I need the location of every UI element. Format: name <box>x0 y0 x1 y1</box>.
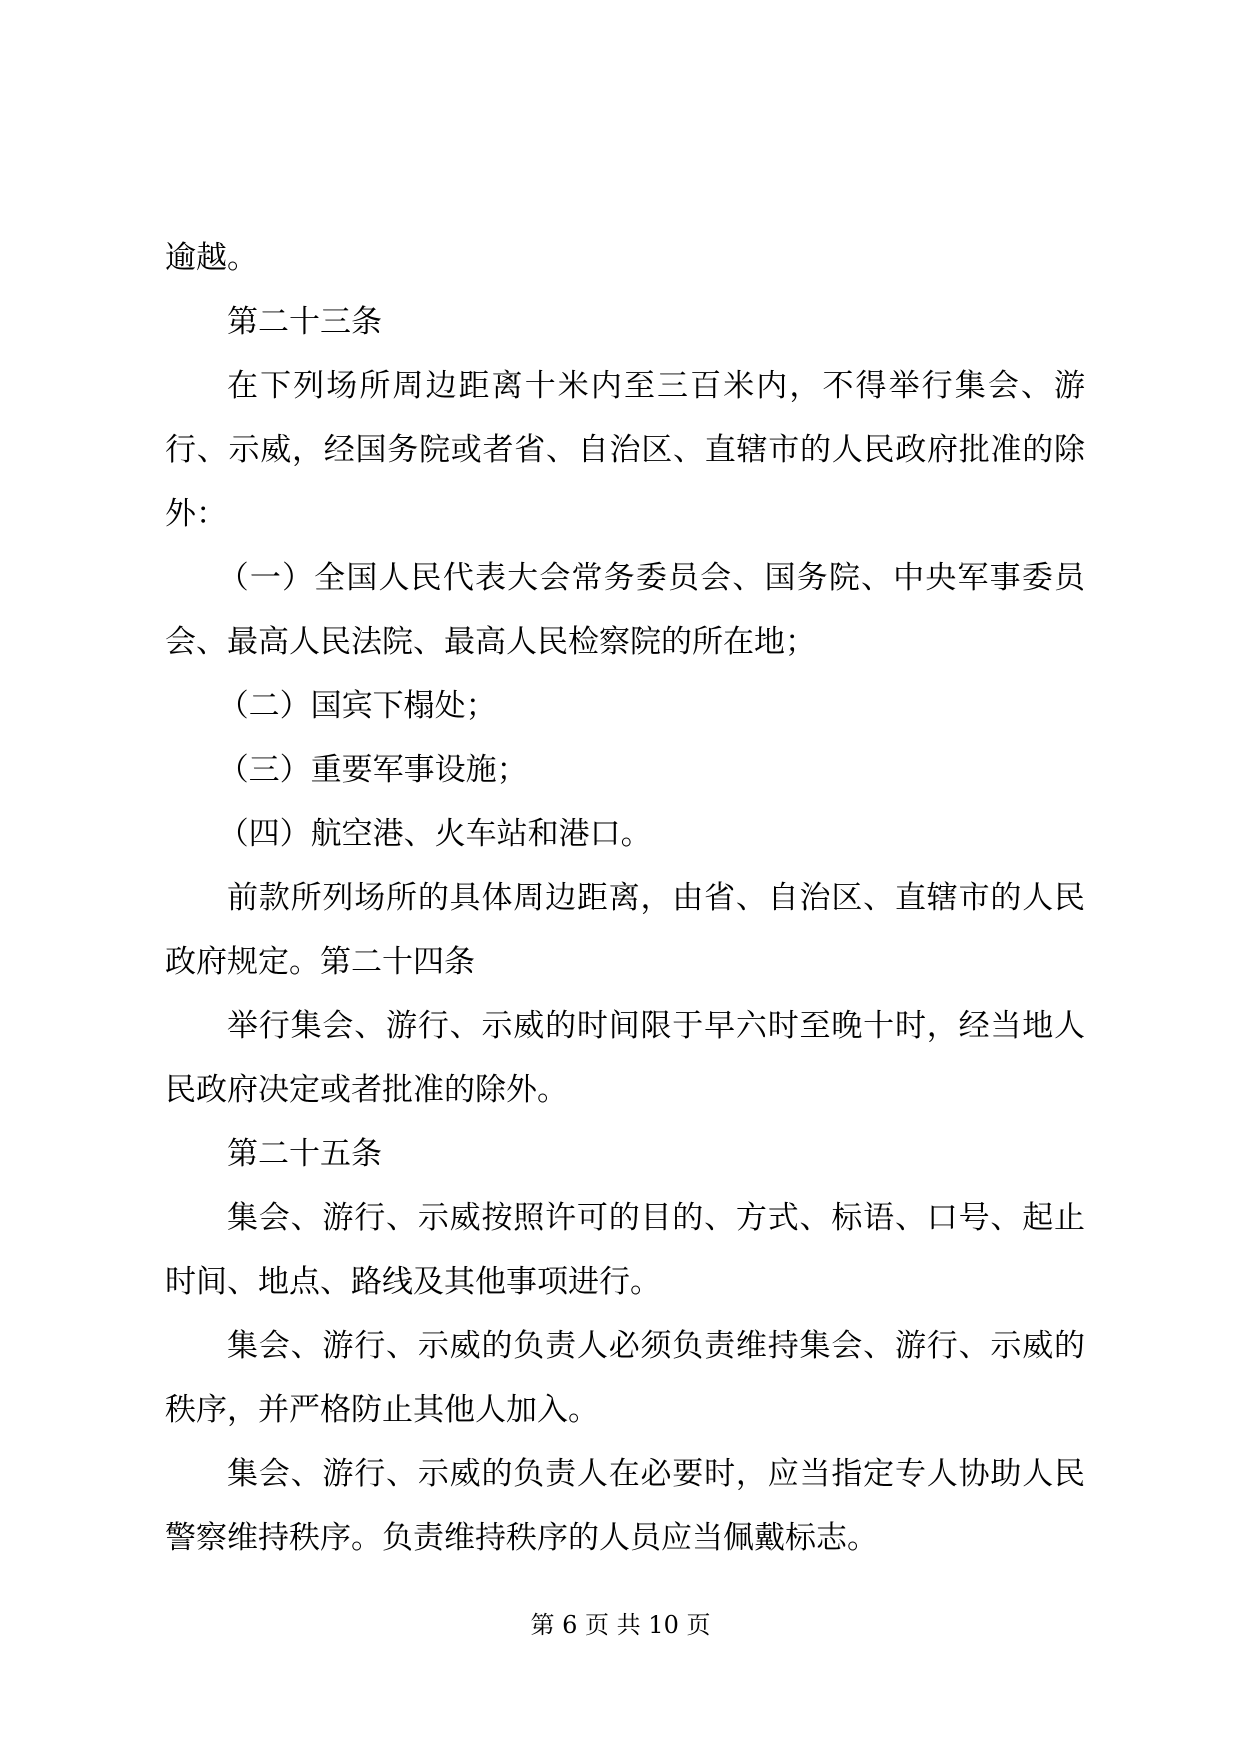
list-item: （三）重要军事设施； <box>217 752 528 788</box>
page-footer <box>0 1610 1241 1640</box>
article-heading: 第二十三条 <box>227 304 382 340</box>
document-body <box>165 226 1085 1570</box>
list-item: （四）航空港、火车站和港口。 <box>217 816 652 852</box>
paragraph: 在下列场所周边距离十米内至三百米内，不得举行集会、游行、示威，经国务院或者省、自治区、直辖市的人民政府批准的除外： <box>165 368 1085 532</box>
list-item: （一）全国人民代表大会常务委员会、国务院、中央军事委员会、最高人民法院、最高人民检察院的所在地； <box>165 560 1085 660</box>
paragraph: 集会、游行、示威的负责人必须负责维持集会、游行、示威的秩序，并严格防止其他人加入。 <box>165 1328 1085 1428</box>
paragraph: 逾越。 <box>165 240 258 276</box>
paragraph: 前款所列场所的具体周边距离，由省、自治区、直辖市的人民政府规定。第二十四条 <box>165 880 1085 980</box>
article-heading: 第二十五条 <box>227 1136 382 1172</box>
list-item: （二）国宾下榻处； <box>217 688 497 724</box>
paragraph: 举行集会、游行、示威的时间限于早六时至晚十时，经当地人民政府决定或者批准的除外。 <box>165 1008 1085 1108</box>
page-number: 第 6 页 共 10 页 <box>530 1611 711 1639</box>
paragraph: 集会、游行、示威按照许可的目的、方式、标语、口号、起止时间、地点、路线及其他事项进行。 <box>165 1200 1085 1300</box>
paragraph: 集会、游行、示威的负责人在必要时，应当指定专人协助人民警察维持秩序。负责维持秩序的人员应当佩戴标志。 <box>165 1456 1085 1556</box>
